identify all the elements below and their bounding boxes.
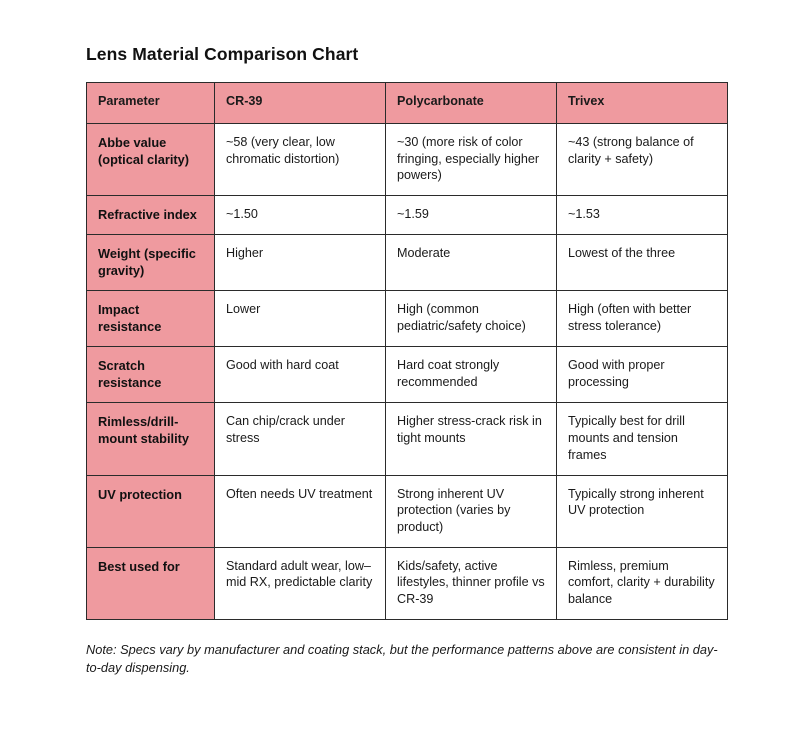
table-row — [87, 291, 728, 347]
cell-scratch-resistance-cr39: Good with hard coat — [215, 347, 386, 403]
row-label-weight: Weight (specific gravity) — [87, 235, 215, 291]
cell-weight-trivex: Lowest of the three — [557, 235, 728, 291]
cell-refractive-index-polycarbonate: ~1.59 — [386, 196, 557, 235]
row-label-scratch-resistance: Scratch resistance — [87, 347, 215, 403]
table-row — [87, 475, 728, 547]
lens-material-comparison-table — [86, 82, 728, 620]
cell-abbe-value-trivex: ~43 (strong balance of clarity + safety) — [557, 124, 728, 196]
cell-best-used-for-trivex: Rimless, premium comfort, clarity + durability balance — [557, 547, 728, 619]
table-row — [87, 547, 728, 619]
cell-abbe-value-polycarbonate: ~30 (more risk of color fringing, especially higher powers) — [386, 124, 557, 196]
cell-rimless-stability-polycarbonate: Higher stress-crack risk in tight mounts — [386, 403, 557, 475]
page-title: Lens Material Comparison Chart — [86, 44, 359, 64]
column-header-cr39: CR-39 — [215, 83, 386, 124]
cell-uv-protection-trivex: Typically strong inherent UV protection — [557, 475, 728, 547]
table-row — [87, 403, 728, 475]
column-header-polycarbonate: Polycarbonate — [386, 83, 557, 124]
row-label-abbe-value: Abbe value (optical clarity) — [87, 124, 215, 196]
cell-rimless-stability-trivex: Typically best for drill mounts and tension frames — [557, 403, 728, 475]
cell-weight-cr39: Higher — [215, 235, 386, 291]
cell-scratch-resistance-polycarbonate: Hard coat strongly recommended — [386, 347, 557, 403]
table-header-row — [87, 83, 728, 124]
row-label-rimless-stability: Rimless/drill-mount stability — [87, 403, 215, 475]
table-body — [87, 124, 728, 620]
cell-rimless-stability-cr39: Can chip/crack under stress — [215, 403, 386, 475]
cell-refractive-index-cr39: ~1.50 — [215, 196, 386, 235]
footnote: Note: Specs vary by manufacturer and coating stack, but the performance patterns above are consistent in day-to-day dispensing. — [86, 641, 718, 676]
table-row — [87, 235, 728, 291]
row-label-uv-protection: UV protection — [87, 475, 215, 547]
cell-weight-polycarbonate: Moderate — [386, 235, 557, 291]
table-row — [87, 124, 728, 196]
cell-uv-protection-cr39: Often needs UV treatment — [215, 475, 386, 547]
row-label-best-used-for: Best used for — [87, 547, 215, 619]
table-header — [87, 83, 728, 124]
table-row — [87, 347, 728, 403]
cell-impact-resistance-trivex: High (often with better stress tolerance) — [557, 291, 728, 347]
cell-best-used-for-polycarbonate: Kids/safety, active lifestyles, thinner profile vs CR-39 — [386, 547, 557, 619]
column-header-parameter: Parameter — [87, 83, 215, 124]
cell-refractive-index-trivex: ~1.53 — [557, 196, 728, 235]
cell-scratch-resistance-trivex: Good with proper processing — [557, 347, 728, 403]
cell-uv-protection-polycarbonate: Strong inherent UV protection (varies by product) — [386, 475, 557, 547]
cell-best-used-for-cr39: Standard adult wear, low–mid RX, predictable clarity — [215, 547, 386, 619]
table-row — [87, 196, 728, 235]
row-label-refractive-index: Refractive index — [87, 196, 215, 235]
cell-impact-resistance-cr39: Lower — [215, 291, 386, 347]
cell-abbe-value-cr39: ~58 (very clear, low chromatic distortion) — [215, 124, 386, 196]
row-label-impact-resistance: Impact resistance — [87, 291, 215, 347]
column-header-trivex: Trivex — [557, 83, 728, 124]
cell-impact-resistance-polycarbonate: High (common pediatric/safety choice) — [386, 291, 557, 347]
